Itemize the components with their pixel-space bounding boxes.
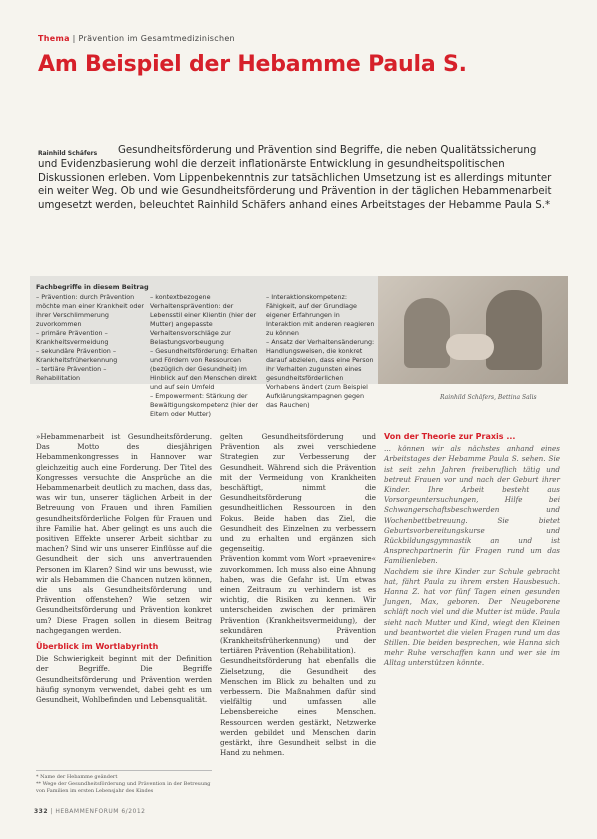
body-column-2	[220, 432, 376, 759]
photo-caption: Rainhild Schäfers, Bettina Salis	[440, 394, 537, 401]
footnote: * Name der Hebamme geändert	[36, 774, 118, 780]
photo-figure-mother	[486, 290, 542, 370]
footnote: ** Wege der Gesundheitsförderung und Prävention in der Betreuung von Familien im ersten Lebensjahr des Kindes	[36, 781, 211, 794]
photo-figure-baby	[446, 334, 494, 360]
article-lead: Gesundheitsförderung und Prävention sind Begriffe, die neben Qualitätssicherung und Evidenzbasierung wohl die derzeit inflationärste Entwicklung in gesundheitspolitischen Diskussionen erleben. Vom Lippenbekenntnis zur tatsächlichen Umsetzung ist es allerdings mitunter ein weiter Weg. Ob und wie Gesundheitsförderung und Prävention in der täglichen Hebammenarbeit umgesetzt werden, beleuchtet Rainhild Schäfers anhand eines Arbeitstages der Hebamme Paula S.*	[38, 145, 552, 212]
glossary-item: – Ansatz der Verhaltensänderung: Handlungsweisen, die konkret darauf abzielen, dass eine Person ihr Verhalten zugunsten eines gesundheitsförderlichen Vorhabens ändert (zum Beispiel Aufklärungskampagnen gegen das Rauchen)	[266, 338, 375, 409]
section-heading: Überblick im Wortlabyrinth	[36, 642, 159, 652]
article-title: Am Beispiel der Hebamme Paula S.	[38, 52, 467, 77]
body-paragraph: Nachdem sie ihre Kinder zur Schule gebracht hat, fährt Paula zu ihrem ersten Hausbesuch. Hanna Z. hat vor fünf Tagen einen gesunden Jungen, Max, geboren. Der Neugeborene schläft noch viel und die Mutter ist müde. Paula sieht nach Mutter und Kind, wiegt den Kleinen und beantwortet die vielen Fragen rund um das Stillen. Die beiden besprechen, wie Hanna sich mehr Ruhe verschaffen kann und wer sie im Alltag unterstützen könnte.	[384, 566, 560, 668]
glossary-column-2	[150, 293, 262, 419]
body-column-3	[384, 432, 560, 669]
rubric-separator: |	[72, 34, 79, 43]
body-paragraph: ... können wir als nächstes anhand eines Arbeitstages der Hebamme Paula S. sehen. Sie ist seit zehn Jahren freiberuflich tätig und betreut Frauen vor und nach der Geburt ihrer Kinder. Ihre Arbeit besteht aus Vorsorgeuntersuchungen, Hilfe bei Schwangerschaftsbeschwerden und Wochenbettbetreuung. Sie bietet Geburtsvorbereitungskurse und Rückbildungsgymnastik an und ist Ansprechpartnerin für Fragen rund um das Familienleben.	[384, 444, 560, 566]
body-paragraph: Prävention kommt vom Wort »praevenire« zuvorkommen. Ich muss also eine Ahnung haben, was die Gefahr ist. Um etwas einen Zeitraum zu verhindern ist es wichtig, die Risiken zu kennen. Wir unterscheiden zwischen der primären Prävention (Krankheitsvermeidung), der sekundären Prävention (Krankheitsfrüherkennung) und der tertiären Prävention (Rehabilitation).	[220, 554, 376, 656]
page-footer	[34, 808, 145, 815]
glossary-title: Fachbegriffe in diesem Beitrag	[36, 283, 149, 291]
glossary-item: – tertiäre Prävention – Rehabilitation	[36, 365, 107, 382]
rubric	[38, 34, 235, 43]
journal-name: HEBAMMENFORUM 6/2012	[55, 808, 146, 815]
body-paragraph: gelten Gesundheitsförderung und Prävention als zwei verschiedene Strategien zur Verbesserung der Gesundheit. Während sich die Prävention mit der Vermeidung von Krankheiten beschäftigt, nimmt die Gesundheitsförderung die gesundheitlichen Ressourcen in den Fokus. Beide haben das Ziel, die Gesundheit des Einzelnen zu verbessern und zu erhalten und ergänzen sich gegenseitig.	[220, 432, 376, 554]
rubric-label: Thema	[38, 34, 70, 43]
page-number: 332	[34, 808, 49, 815]
glossary-item: – Interaktionskompetenz: Fähigkeit, auf der Grundlage eigener Erfahrungen in Interaktion mit anderen reagieren zu können	[266, 293, 375, 337]
body-column-1	[36, 432, 212, 705]
article-author: Rainhild Schäfers	[38, 150, 98, 157]
glossary-item: – kontextbezogene Verhaltensprävention: der Lebensstil einer Klientin (hier der Mutter) angepasste Verhaltensvorschläge zur Belastungsvorbeugung	[150, 293, 257, 346]
rubric-topic: Prävention im Gesamtmedizinischen	[78, 34, 235, 43]
article-photo	[378, 276, 568, 384]
footnotes	[36, 770, 212, 795]
footer-separator: |	[50, 808, 56, 815]
body-paragraph: »Hebammenarbeit ist Gesundheitsförderung. Das Motto des diesjährigen Hebammenkongresses in Hannover war gleichzeitig auch eine Forderung. Der Titel des Kongresses versuchte die Ansprüche an die Hebammenarbeit deutlich zu machen, dass das, was wir tun, unserer täglichen Arbeit in der Betreuung von Frauen und ihren Familien gesundheitsförderliche Folgen für Frauen und ihre Familie hat. Aber gelingt es uns auch die positiven Effekte unserer Arbeit sichtbar zu machen? Sind wir uns unserer Einflüsse auf die Gesundheit der sich uns anvertrauenden Personen im Klaren? Sind wir uns bewusst, wie wir als Hebammen die Chancen nutzen können, die uns als Gesundheitsförderung und Prävention offenstehen? Wie setzen wir Gesundheitsförderung und Prävention konkret um? Diese Fragen sollen in diesem Beitrag nachgegangen werden.	[36, 432, 212, 635]
body-paragraph: Die Schwierigkeit beginnt mit der Definition der Begriffe. Die Begriffe Gesundheitsförderung und Prävention werden häufig synonym verwendet, dabei geht es um Gesundheit, Wohlbefinden und Lebensqualität.	[36, 654, 212, 705]
section-heading: Von der Theorie zur Praxis ...	[384, 432, 516, 441]
glossary-item: – sekundäre Prävention – Krankheitsfrüherkennung	[36, 347, 118, 364]
glossary-item: – primäre Prävention – Krankheitsvermeidung	[36, 329, 109, 346]
glossary-item: – Gesundheitsförderung: Erhalten und Fördern von Ressourcen (bezüglich der Gesundheit) im Hinblick auf den Menschen direkt und auf sein Umfeld	[150, 347, 258, 391]
glossary-item: – Prävention: durch Prävention möchte man einer Krankheit oder ihrer Verschlimmerung zuvorkommen	[36, 293, 145, 328]
glossary-column-1	[36, 293, 146, 383]
body-paragraph: Gesundheitsförderung hat ebenfalls die Zielsetzung, die Gesundheit des Menschen im Blick zu behalten und zu verbessern. Die Maßnahmen dafür sind vielfältig und umfassen alle Lebensbereiche eines Menschen. Ressourcen werden gestärkt, Netzwerke werden gebildet und Menschen darin gestärkt, ihre Gesundheit selbst in die Hand zu nehmen.	[220, 656, 376, 758]
glossary-item: – Empowerment: Stärkung der Bewältigungskompetenz (hier der Eltern oder Mutter)	[150, 392, 259, 418]
glossary-column-3	[266, 293, 376, 410]
photo-figure-midwife	[404, 298, 450, 368]
